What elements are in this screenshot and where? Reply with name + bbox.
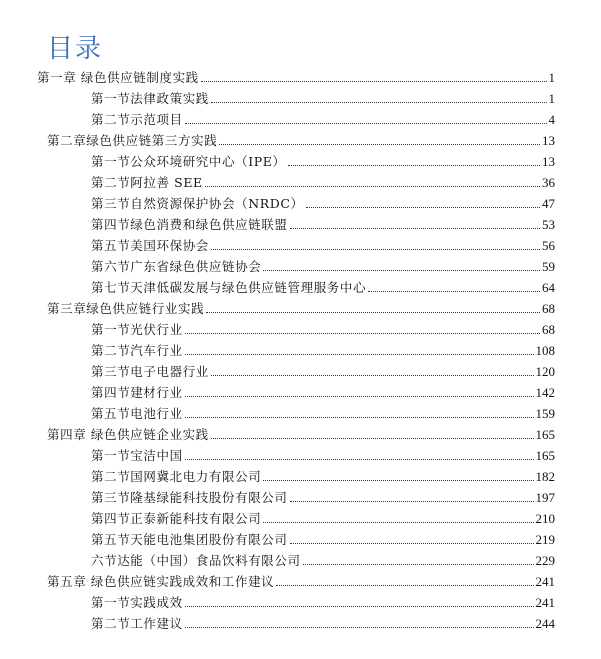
dot-leader (201, 81, 547, 82)
dot-leader (290, 501, 534, 502)
toc-entry-section[interactable] (91, 486, 555, 506)
toc-entry-label: 第五节美国环保协会 (91, 238, 209, 253)
dot-leader (211, 375, 534, 376)
toc-entry-page: 64 (542, 280, 555, 295)
toc-entry-page: 56 (542, 238, 555, 253)
toc-entry-label: 第二节示范项目 (91, 112, 183, 127)
toc-entry-page: 36 (542, 175, 555, 190)
toc-entry-label: 第一章 绿色供应链制度实践 (37, 70, 199, 85)
dot-leader (206, 312, 540, 313)
toc-entry-label: 第四节建材行业 (91, 385, 183, 400)
toc-entry-page: 219 (535, 532, 555, 547)
toc-entry-label: 第四章 绿色供应链企业实践 (47, 427, 209, 442)
toc-entry-label: 第三节电子电器行业 (91, 364, 209, 379)
toc-entry-section[interactable] (91, 612, 555, 632)
toc-entry-page: 229 (535, 553, 555, 568)
toc-entry-page: 182 (535, 469, 555, 484)
dot-leader (205, 186, 540, 187)
toc-entry-label: 第一节实践成效 (91, 595, 183, 610)
dot-leader (185, 417, 534, 418)
toc-entry-page: 47 (542, 196, 555, 211)
dot-leader (306, 207, 540, 208)
toc-entry-label: 第三章绿色供应链行业实践 (47, 301, 205, 316)
toc-entry-chapter-5[interactable] (47, 570, 555, 590)
toc-entry-label: 第四节绿色消费和绿色供应链联盟 (91, 217, 288, 232)
toc-entry-page: 159 (535, 406, 555, 421)
dot-leader (185, 606, 534, 607)
toc-entry-section[interactable] (91, 87, 555, 107)
dot-leader (288, 165, 540, 166)
toc-entry-page: 13 (542, 133, 555, 148)
dot-leader (219, 144, 540, 145)
toc-entry-section[interactable] (91, 402, 555, 422)
dot-leader (185, 354, 534, 355)
toc-entry-page: 210 (535, 511, 555, 526)
dot-leader (185, 333, 540, 334)
toc-entry-section[interactable] (91, 108, 555, 128)
dot-leader (185, 627, 534, 628)
toc-entry-section[interactable] (91, 255, 555, 275)
toc-entry-page: 1 (548, 91, 555, 106)
toc-entry-page: 244 (535, 616, 555, 631)
toc-entry-section[interactable] (91, 528, 555, 548)
dot-leader (290, 543, 534, 544)
dot-leader (276, 585, 533, 586)
toc-entry-page: 165 (535, 427, 555, 442)
toc-entry-section[interactable] (91, 507, 555, 527)
page-title: 目录 (47, 34, 104, 64)
toc-entry-label: 第一节法律政策实践 (91, 91, 209, 106)
toc-entry-label: 第一节公众环境研究中心（IPE） (91, 154, 286, 169)
toc-entry-chapter-4[interactable] (47, 423, 555, 443)
toc-entry-page: 108 (535, 343, 555, 358)
toc-entry-page: 59 (542, 259, 555, 274)
toc-entry-page: 120 (535, 364, 555, 379)
toc-entry-page: 1 (548, 70, 555, 85)
toc-entry-section[interactable] (91, 444, 555, 464)
dot-leader (303, 564, 534, 565)
toc-entry-label: 第五节天能电池集团股份有限公司 (91, 532, 288, 547)
toc-entry-label: 第六节广东省绿色供应链协会 (91, 259, 262, 274)
dot-leader (185, 459, 534, 460)
dot-leader (185, 396, 534, 397)
dot-leader (263, 480, 533, 481)
toc-entry-section[interactable] (91, 192, 555, 212)
toc-entry-section[interactable] (91, 171, 555, 191)
dot-leader (290, 228, 540, 229)
toc-entry-page: 68 (542, 322, 555, 337)
dot-leader (211, 249, 540, 250)
toc-entry-section[interactable] (91, 213, 555, 233)
toc-entry-section[interactable] (91, 360, 555, 380)
toc-entry-page: 241 (535, 574, 555, 589)
toc-entry-label: 第二节汽车行业 (91, 343, 183, 358)
toc-entry-section[interactable] (91, 339, 555, 359)
toc-entry-page: 13 (542, 154, 555, 169)
toc-entry-label: 第七节天津低碳发展与绿色供应链管理服务中心 (91, 280, 367, 295)
toc-entry-label: 第五节电池行业 (91, 406, 183, 421)
toc-entry-label: 第一节宝洁中国 (91, 448, 183, 463)
toc-entry-label: 六节达能（中国）食品饮料有限公司 (91, 553, 301, 568)
toc-entry-section[interactable] (91, 591, 555, 611)
toc-entry-section[interactable] (91, 318, 555, 338)
toc-entry-chapter-2[interactable] (47, 129, 555, 149)
dot-leader (211, 438, 534, 439)
toc-entry-label: 第二章绿色供应链第三方实践 (47, 133, 218, 148)
toc-entry-page: 165 (535, 448, 555, 463)
toc-entry-label: 第三节隆基绿能科技股份有限公司 (91, 490, 288, 505)
toc-entry-page: 197 (535, 490, 555, 505)
dot-leader (368, 291, 540, 292)
toc-entry-section[interactable] (91, 381, 555, 401)
toc-entry-label: 第一节光伏行业 (91, 322, 183, 337)
dot-leader (263, 522, 533, 523)
toc-entry-section[interactable] (91, 549, 555, 569)
toc-entry-label: 第二节国网冀北电力有限公司 (91, 469, 262, 484)
toc-entry-label: 第五章 绿色供应链实践成效和工作建议 (47, 574, 275, 589)
toc-entry-page: 53 (542, 217, 555, 232)
toc-entry-page: 68 (542, 301, 555, 316)
toc-entry-chapter-1[interactable] (37, 66, 555, 86)
toc-entry-section[interactable] (91, 234, 555, 254)
toc-entry-page: 4 (548, 112, 555, 127)
dot-leader (185, 123, 547, 124)
dot-leader (211, 102, 547, 103)
toc-entry-label: 第三节自然资源保护协会（NRDC） (91, 196, 304, 211)
toc-entry-section[interactable] (91, 150, 555, 170)
toc-entry-label: 第二节阿拉善 SEE (91, 175, 203, 190)
toc-entry-page: 241 (535, 595, 555, 610)
toc-entry-chapter-3[interactable] (47, 297, 555, 317)
toc-entry-page: 142 (535, 385, 555, 400)
toc-entry-label: 第四节正泰新能科技有限公司 (91, 511, 262, 526)
toc-entry-section[interactable] (91, 276, 555, 296)
dot-leader (263, 270, 540, 271)
toc-entry-label: 第二节工作建议 (91, 616, 183, 631)
toc-entry-section[interactable] (91, 465, 555, 485)
